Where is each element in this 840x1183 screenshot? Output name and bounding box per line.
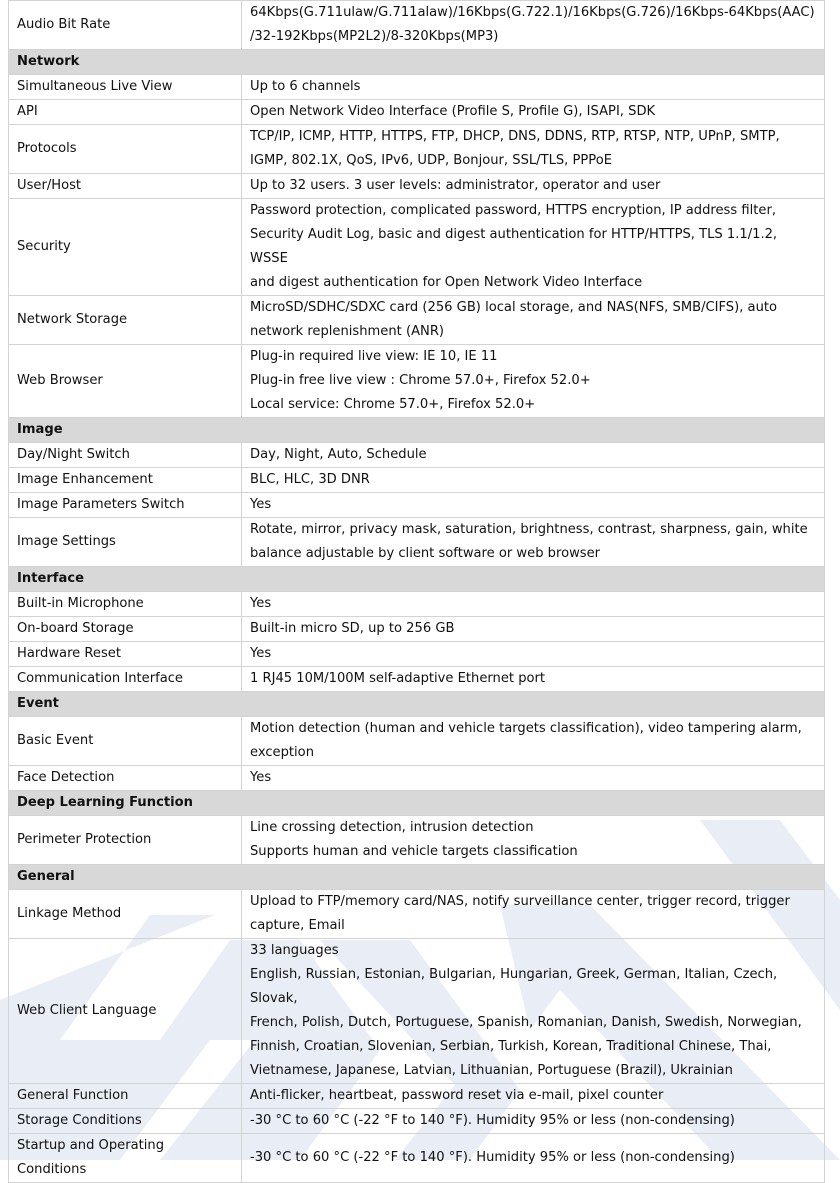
spec-value-line: balance adjustable by client software or web browser <box>250 546 601 561</box>
spec-value-line: Rotate, mirror, privacy mask, saturation, brightness, contrast, sharpness, gain, white <box>250 522 808 537</box>
spec-value-line: Yes <box>250 596 272 611</box>
spec-value-line: Supports human and vehicle targets classification <box>250 844 578 859</box>
spec-value-line: Line crossing detection, intrusion detection <box>250 820 534 835</box>
spec-row <box>9 443 825 468</box>
spec-value-line: Local service: Chrome 57.0+, Firefox 52.0+ <box>250 397 536 412</box>
spec-row <box>9 1084 825 1109</box>
spec-value <box>242 1134 825 1183</box>
spec-value-line: Anti-flicker, heartbeat, password reset via e-mail, pixel counter <box>250 1088 664 1103</box>
spec-value-line: /32-192Kbps(MP2L2)/8-320Kbps(MP3) <box>250 29 499 44</box>
spec-value-line: network replenishment (ANR) <box>250 324 445 339</box>
spec-value-line: IGMP, 802.1X, QoS, IPv6, UDP, Bonjour, SSL/TLS, PPPoE <box>250 153 613 168</box>
spec-label: Image Enhancement <box>9 468 242 493</box>
spec-row <box>9 642 825 667</box>
section-title: General <box>9 865 825 890</box>
spec-label: Basic Event <box>9 717 242 766</box>
spec-value <box>242 642 825 667</box>
spec-row <box>9 1134 825 1183</box>
section-header-row <box>9 791 825 816</box>
spec-value <box>242 939 825 1084</box>
spec-label: Day/Night Switch <box>9 443 242 468</box>
spec-label <box>9 1134 242 1183</box>
spec-row <box>9 667 825 692</box>
spec-value <box>242 717 825 766</box>
spec-label: Audio Bit Rate <box>9 1 242 50</box>
spec-label: Storage Conditions <box>9 1109 242 1134</box>
spec-value-line: MicroSD/SDHC/SDXC card (256 GB) local storage, and NAS(NFS, SMB/CIFS), auto <box>250 300 778 315</box>
spec-label-line: Startup and Operating <box>17 1138 165 1153</box>
spec-label: User/Host <box>9 174 242 199</box>
spec-value <box>242 1109 825 1134</box>
spec-value-line: -30 °C to 60 °C (-22 °F to 140 °F). Humidity 95% or less (non-condensing) <box>250 1113 735 1128</box>
spec-value <box>242 125 825 174</box>
spec-label: Simultaneous Live View <box>9 75 242 100</box>
spec-value-line: and digest authentication for Open Network Video Interface <box>250 275 643 290</box>
spec-label: Web Browser <box>9 345 242 418</box>
section-header-row <box>9 418 825 443</box>
spec-value <box>242 493 825 518</box>
spec-label: Web Client Language <box>9 939 242 1084</box>
section-title: Network <box>9 50 825 75</box>
spec-value <box>242 174 825 199</box>
spec-value <box>242 890 825 939</box>
spec-value <box>242 617 825 642</box>
spec-label: Communication Interface <box>9 667 242 692</box>
spec-label: Network Storage <box>9 296 242 345</box>
section-title: Deep Learning Function <box>9 791 825 816</box>
spec-value <box>242 766 825 791</box>
spec-value-line: Password protection, complicated password, HTTPS encryption, IP address filter, <box>250 203 776 218</box>
spec-row <box>9 345 825 418</box>
spec-row <box>9 816 825 865</box>
spec-value-line: Yes <box>250 770 272 785</box>
spec-row <box>9 199 825 296</box>
spec-row <box>9 766 825 791</box>
spec-value <box>242 592 825 617</box>
spec-value-line: 64Kbps(G.711ulaw/G.711alaw)/16Kbps(G.722.1)/16Kbps(G.726)/16Kbps-64Kbps(AAC) <box>250 5 815 20</box>
spec-label-line: Conditions <box>17 1162 87 1177</box>
spec-value <box>242 296 825 345</box>
spec-label: Linkage Method <box>9 890 242 939</box>
spec-value-line: Vietnamese, Japanese, Latvian, Lithuanian, Portuguese (Brazil), Ukrainian <box>250 1063 733 1078</box>
spec-value-line: Built-in micro SD, up to 256 GB <box>250 621 455 636</box>
spec-label: Face Detection <box>9 766 242 791</box>
spec-row <box>9 939 825 1084</box>
spec-value-line: French, Polish, Dutch, Portuguese, Spanish, Romanian, Danish, Swedish, Norwegian, <box>250 1015 802 1030</box>
spec-label: Image Parameters Switch <box>9 493 242 518</box>
spec-value <box>242 443 825 468</box>
spec-label: Built-in Microphone <box>9 592 242 617</box>
spec-value-line: 1 RJ45 10M/100M self-adaptive Ethernet port <box>250 671 546 686</box>
spec-value-line: Yes <box>250 646 272 661</box>
spec-value-line: 33 languages <box>250 943 339 958</box>
spec-value-line: -30 °C to 60 °C (-22 °F to 140 °F). Humidity 95% or less (non-condensing) <box>250 1150 735 1165</box>
spec-value <box>242 1 825 50</box>
spec-row <box>9 75 825 100</box>
spec-row <box>9 100 825 125</box>
spec-row <box>9 617 825 642</box>
spec-value <box>242 667 825 692</box>
spec-value-line: exception <box>250 745 314 760</box>
spec-table <box>8 0 825 1183</box>
spec-value-line: Up to 6 channels <box>250 79 361 94</box>
spec-value-line: Open Network Video Interface (Profile S, Profile G), ISAPI, SDK <box>250 104 656 119</box>
spec-row <box>9 1 825 50</box>
spec-row <box>9 125 825 174</box>
spec-label: Security <box>9 199 242 296</box>
spec-value <box>242 345 825 418</box>
spec-value-line: TCP/IP, ICMP, HTTP, HTTPS, FTP, DHCP, DNS, DDNS, RTP, RTSP, NTP, UPnP, SMTP, <box>250 129 780 144</box>
spec-value-line: Motion detection (human and vehicle targets classification), video tampering alarm, <box>250 721 802 736</box>
section-header-row <box>9 692 825 717</box>
spec-value-line: capture, Email <box>250 918 345 933</box>
spec-label: API <box>9 100 242 125</box>
spec-value-line: BLC, HLC, 3D DNR <box>250 472 370 487</box>
section-title: Image <box>9 418 825 443</box>
spec-row <box>9 890 825 939</box>
spec-value <box>242 75 825 100</box>
spec-value-line: Up to 32 users. 3 user levels: administrator, operator and user <box>250 178 661 193</box>
spec-value-line: Plug-in free live view : Chrome 57.0+, Firefox 52.0+ <box>250 373 591 388</box>
spec-row <box>9 1109 825 1134</box>
spec-label: General Function <box>9 1084 242 1109</box>
spec-value-line: Security Audit Log, basic and digest authentication for HTTP/HTTPS, TLS 1.1/1.2, WSSE <box>250 227 778 266</box>
section-title: Event <box>9 692 825 717</box>
spec-value <box>242 100 825 125</box>
section-header-row <box>9 567 825 592</box>
spec-value-line: English, Russian, Estonian, Bulgarian, Hungarian, Greek, German, Italian, Czech, Slovak, <box>250 967 778 1006</box>
spec-row <box>9 717 825 766</box>
spec-label: On-board Storage <box>9 617 242 642</box>
spec-value <box>242 1084 825 1109</box>
spec-value-line: Upload to FTP/memory card/NAS, notify surveillance center, trigger record, trigger <box>250 894 790 909</box>
spec-row <box>9 592 825 617</box>
section-title: Interface <box>9 567 825 592</box>
spec-row <box>9 174 825 199</box>
spec-label: Perimeter Protection <box>9 816 242 865</box>
spec-row <box>9 468 825 493</box>
spec-value-line: Day, Night, Auto, Schedule <box>250 447 427 462</box>
spec-row <box>9 493 825 518</box>
spec-value <box>242 518 825 567</box>
spec-value <box>242 816 825 865</box>
spec-label: Image Settings <box>9 518 242 567</box>
spec-label: Protocols <box>9 125 242 174</box>
spec-value-line: Finnish, Croatian, Slovenian, Serbian, Turkish, Korean, Traditional Chinese, Thai, <box>250 1039 772 1054</box>
section-header-row <box>9 865 825 890</box>
spec-label: Hardware Reset <box>9 642 242 667</box>
spec-value-line: Plug-in required live view: IE 10, IE 11 <box>250 349 498 364</box>
spec-value <box>242 199 825 296</box>
spec-value-line: Yes <box>250 497 272 512</box>
spec-row <box>9 296 825 345</box>
spec-value <box>242 468 825 493</box>
spec-row <box>9 518 825 567</box>
section-header-row <box>9 50 825 75</box>
